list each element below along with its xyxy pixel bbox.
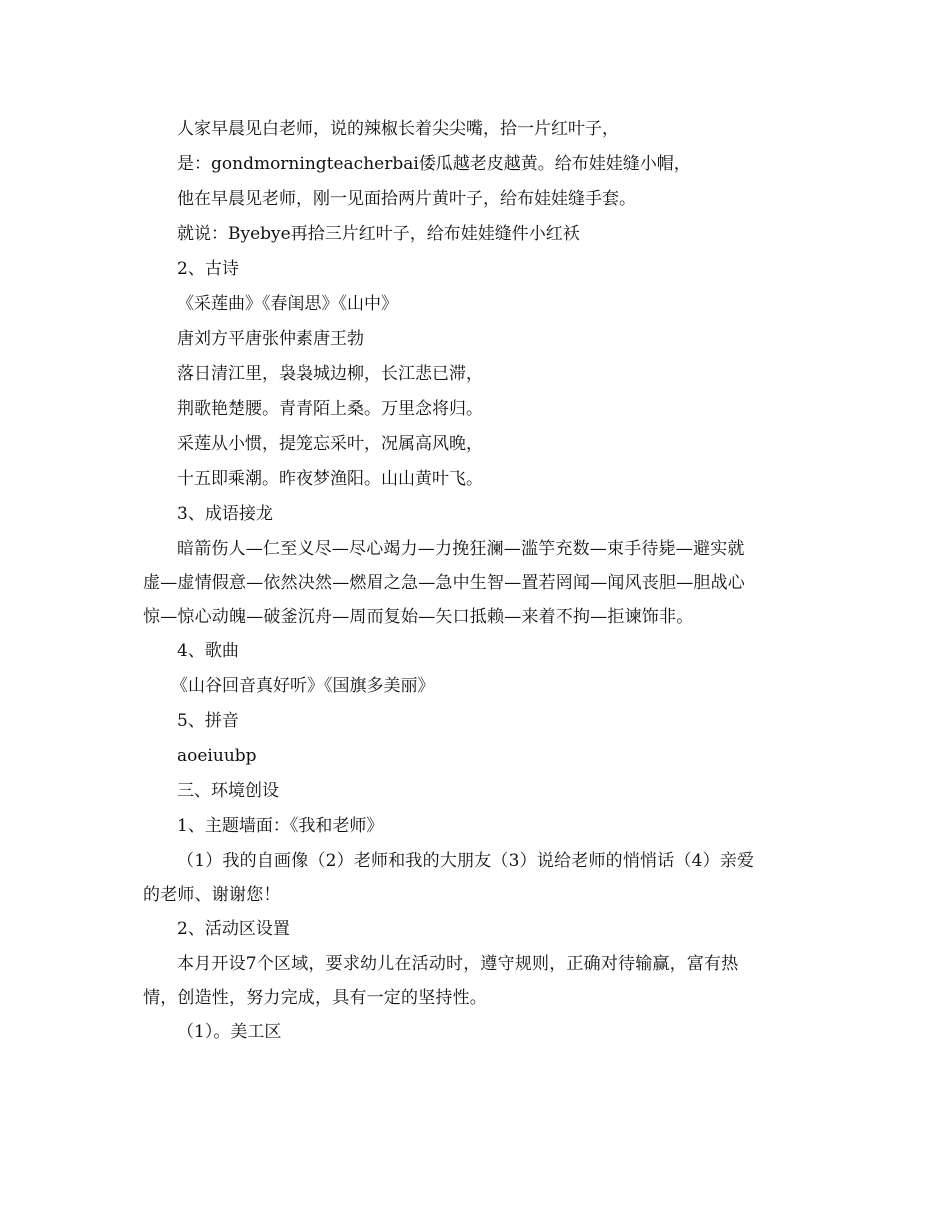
- section-heading-poems: 2、古诗: [177, 259, 239, 279]
- pinyin-letters: aoeiuubp: [177, 746, 257, 766]
- activity-area-para-line-2: 情，创造性，努力完成，具有一定的坚持性。: [143, 988, 487, 1008]
- poem-authors: 唐刘方平唐张仲素唐王勃: [177, 329, 364, 349]
- section-heading-songs: 4、歌曲: [177, 641, 239, 661]
- theme-wall-heading: 1、主题墙面：《我和老师》: [177, 816, 384, 836]
- song-titles: 《山谷回音真好听》《国旗多美丽》: [171, 676, 435, 696]
- theme-wall-items-line-2: 的老师、谢谢您！: [143, 885, 281, 905]
- rhyme-line-2: 是：gondmorningteacherbai倭瓜越老皮越黄。给布娃娃缝小帽，: [177, 154, 691, 174]
- rhyme-line-4: 就说：Byebye再拾三片红叶子，给布娃娃缝件小红袄: [177, 224, 580, 244]
- theme-wall-items-line-1: （1）我的自画像（2）老师和我的大朋友（3）说给老师的悄悄话（4）亲爱: [177, 851, 755, 871]
- activity-area-para-line-1: 本月开设7个区域，要求幼儿在活动时，遵守规则，正确对待输赢，富有热: [177, 954, 739, 974]
- document-body: [143, 112, 809, 1050]
- poem-line-1: 落日清江里，袅袅城边柳，长江悲已滞，: [177, 364, 483, 384]
- art-area-heading: （1）。美工区: [177, 1022, 282, 1042]
- idiom-chain-line-3: 惊—惊心动魄—破釜沉舟—周而复始—矢口抵赖—来着不拘—拒谏饰非。: [143, 607, 694, 627]
- activity-area-heading: 2、活动区设置: [177, 919, 290, 939]
- rhyme-line-3: 他在早晨见老师，刚一见面拾两片黄叶子，给布娃娃缝手套。: [177, 189, 636, 209]
- section-heading-idioms: 3、成语接龙: [177, 504, 273, 524]
- poem-line-4: 十五即乘潮。昨夜梦渔阳。山山黄叶飞。: [177, 469, 483, 489]
- poem-line-3: 采莲从小惯，提笼忘采叶，况属高风晚，: [177, 434, 483, 454]
- idiom-chain-line-1: 暗箭伤人—仁至义尽—尽心竭力—力挽狂澜—滥竽充数—束手待毙—避实就: [177, 539, 745, 559]
- poem-line-2: 荆歌艳楚腰。青青陌上桑。万里念将归。: [177, 399, 483, 419]
- idiom-chain-line-2: 虚—虚情假意—依然决然—燃眉之急—急中生智—置若罔闻—闻风丧胆—胆战心: [143, 573, 745, 593]
- section-heading-environment: 三、环境创设: [177, 781, 279, 801]
- rhyme-line-1: 人家早晨见白老师，说的辣椒长着尖尖嘴，拾一片红叶子，: [177, 119, 619, 139]
- poem-titles: 《采莲曲》《春闺思》《山中》: [177, 294, 398, 314]
- section-heading-pinyin: 5、拼音: [177, 711, 239, 731]
